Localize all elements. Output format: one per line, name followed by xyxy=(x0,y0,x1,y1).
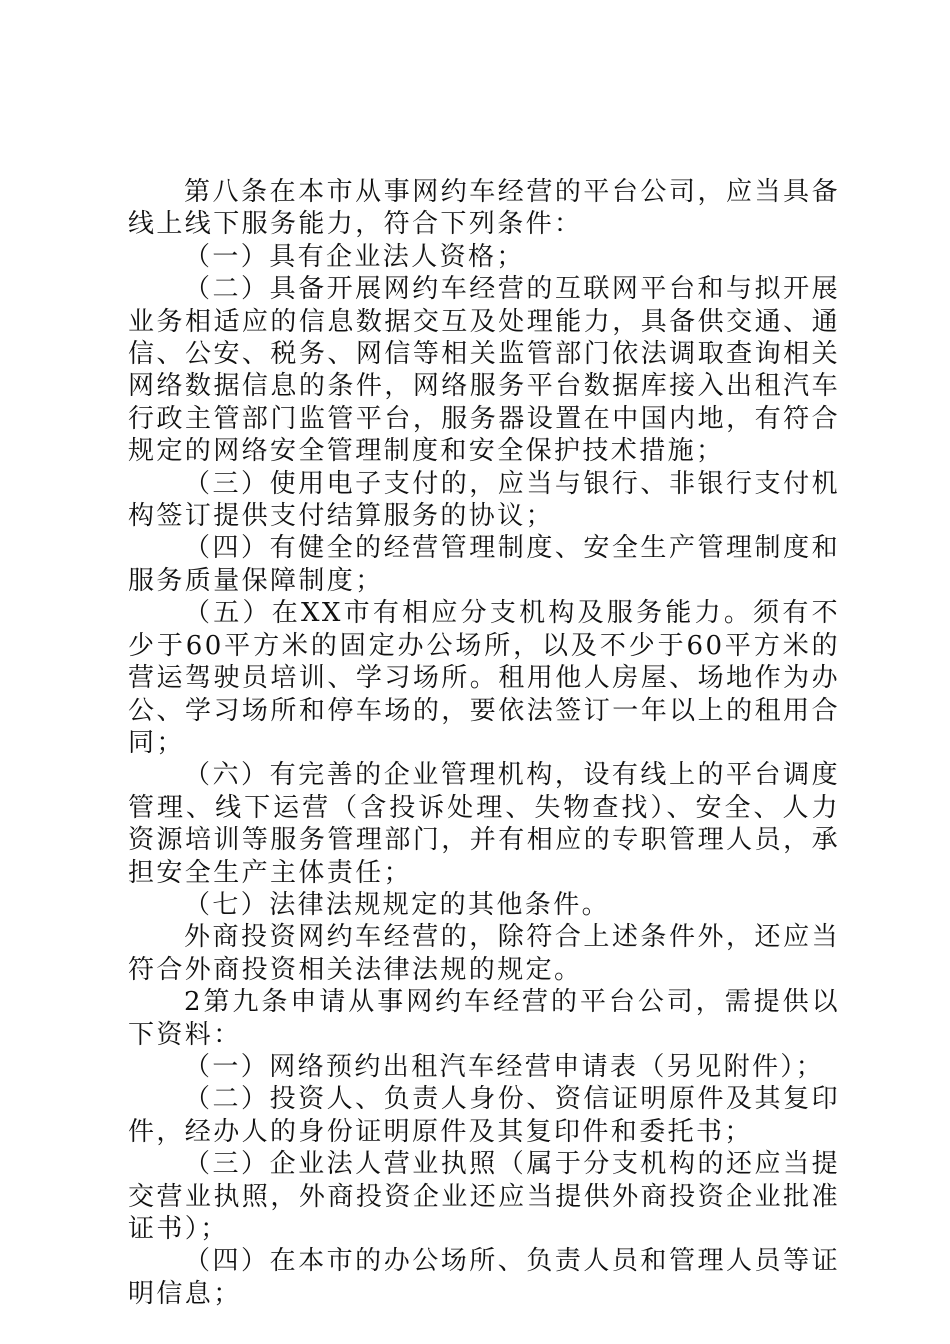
paragraph-item-1: （一）具有企业法人资格； xyxy=(184,241,525,272)
paragraph-item-6: （六）有完善的企业管理机构，设有线上的平台调度管理、线下运营（含投诉处理、失物查找）、安全、人力资源培训等服务管理部门，并有相应的专职管理人员，承担安全生产主体责任； xyxy=(128,760,840,888)
paragraph-item-7: （七）法律法规规定的其他条件。 xyxy=(184,889,611,920)
paragraph-material-4: （四）在本市的办公场所、负责人员和管理人员等证明信息； xyxy=(128,1246,840,1309)
document-body xyxy=(128,176,840,1310)
paragraph-item-3: （三）使用电子支付的，应当与银行、非银行支付机构签订提供支付结算服务的协议； xyxy=(128,468,840,532)
paragraph-item-2: （二）具备开展网约车经营的互联网平台和与拟开展业务相适应的信息数据交互及处理能力，具备供交通、通信、公安、税务、网信等相关监管部门依法调取查询相关网络数据信息的条件，网络服务平台数据库接入出租汽车行政主管部门监管平台，服务器设置在中国内地，有符合规定的网络安全管理制度和安全保护技术措施； xyxy=(128,274,840,467)
paragraph-item-5: （五）在XX市有相应分支机构及服务能力。须有不少于60平方米的固定办公场所，以及不少于60平方米的营运驾驶员培训、学习场所。租用他人房屋、场地作为办公、学习场所和停车场的，要依法签订一年以上的租用合同； xyxy=(128,598,840,758)
paragraph-material-1: （一）网络预约出租汽车经营申请表（另见附件）； xyxy=(184,1051,825,1082)
paragraph-foreign-investment: 外商投资网约车经营的，除符合上述条件外，还应当符合外商投资相关法律法规的规定。 xyxy=(128,922,840,985)
paragraph-article-9-intro: 2第九条申请从事网约车经营的平台公司，需提供以下资料： xyxy=(128,987,840,1050)
paragraph-item-4: （四）有健全的经营管理制度、安全生产管理制度和服务质量保障制度； xyxy=(128,533,840,596)
paragraph-material-3: （三）企业法人营业执照（属于分支机构的还应当提交营业执照，外商投资企业还应当提供外商投资企业批准证书）； xyxy=(128,1149,840,1244)
paragraph-material-2: （二）投资人、负责人身份、资信证明原件及其复印件，经办人的身份证明原件及其复印件和委托书； xyxy=(128,1084,840,1147)
paragraph-article-8-intro: 第八条在本市从事网约车经营的平台公司，应当具备线上线下服务能力，符合下列条件： xyxy=(128,177,840,240)
